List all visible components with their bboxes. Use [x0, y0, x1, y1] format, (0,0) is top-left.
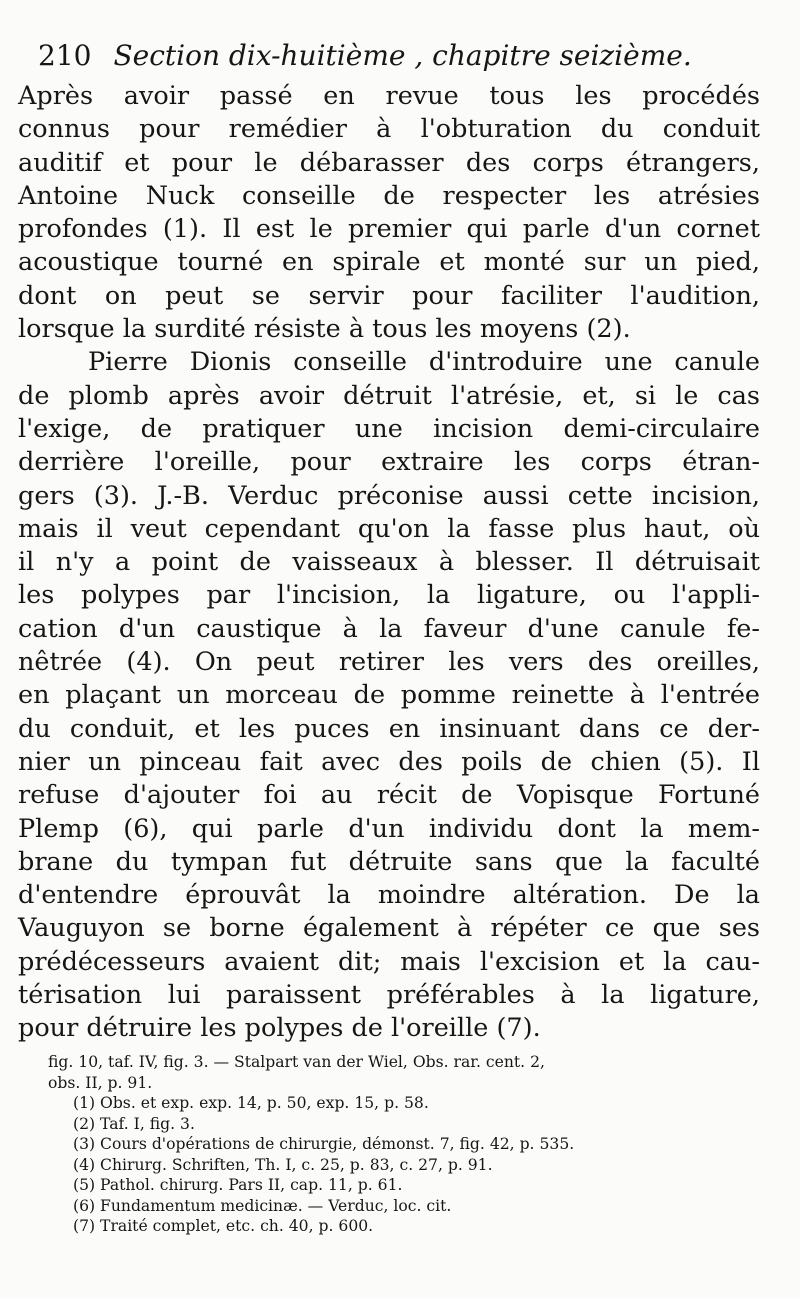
body-text	[18, 80, 760, 1046]
text-line: nier un pinceau fait avec des poils de chien (5). Il	[18, 746, 760, 777]
footnote-3: (3) Cours d'opérations de chirurgie, démonst. 7, fig. 42, p. 535.	[73, 1135, 575, 1153]
text-line: térisation lui paraissent préférables à la ligature,	[18, 980, 760, 1011]
text-line: gers (3). J.-B. Verduc préconise aussi cette incision,	[18, 480, 760, 511]
footnote-6: (6) Fundamentum medicinæ. — Verduc, loc. cit.	[73, 1196, 452, 1215]
text-line: en plaçant un morceau de pomme reinette à l'entrée	[18, 680, 760, 711]
text-line: Antoine Nuck conseille de respecter les atrésies	[18, 180, 760, 211]
footnote-5: (5) Pathol. chirurg. Pars II, cap. 11, p. 61.	[73, 1176, 403, 1194]
text-line: lorsque la surdité résiste à tous les moyens (2).	[18, 314, 631, 345]
footnote-continuation: obs. II, p. 91.	[48, 1073, 153, 1092]
text-line: Plemp (6), qui parle d'un individu dont la mem-	[18, 813, 760, 844]
text-line: prédécesseurs avaient dit; mais l'excision et la cau-	[18, 946, 760, 977]
text-line: acoustique tourné en spirale et monté sur un pied,	[18, 247, 760, 278]
footnote-continuation: fig. 10, taf. IV, fig. 3. — Stalpart van der Wiel, Obs. rar. cent. 2,	[48, 1053, 545, 1071]
text-line: derrière l'oreille, pour extraire les corps étran-	[18, 447, 760, 478]
text-line: pour détruire les polypes de l'oreille (7).	[18, 1013, 541, 1044]
text-line: profondes (1). Il est le premier qui parle d'un cornet	[18, 214, 760, 245]
page-number: 210	[38, 39, 92, 72]
text-line: refuse d'ajouter foi au récit de Vopisque Fortuné	[18, 780, 760, 811]
text-line: cation d'un caustique à la faveur d'une canule fe-	[18, 613, 760, 644]
footnotes	[48, 1052, 768, 1237]
text-line: auditif et pour le débarasser des corps étrangers,	[18, 147, 760, 178]
footnote-2: (2) Taf. I, fig. 3.	[73, 1114, 195, 1133]
text-line: brane du tympan fut détruite sans que la faculté	[18, 846, 760, 877]
text-line: dont on peut se servir pour faciliter l'audition,	[18, 280, 760, 311]
footnote-4: (4) Chirurg. Schriften, Th. I, c. 25, p. 83, c. 27, p. 91.	[73, 1155, 493, 1174]
text-line: connus pour remédier à l'obturation du conduit	[18, 114, 760, 145]
running-title: Section dix-huitième , chapitre seizième.	[113, 39, 692, 72]
text-line: mais il veut cependant qu'on la fasse plus haut, où	[18, 513, 760, 544]
text-line: du conduit, et les puces en insinuant dans ce der-	[18, 713, 760, 744]
footnote-7: (7) Traité complet, etc. ch. 40, p. 600.	[73, 1217, 374, 1235]
text-line: l'exige, de pratiquer une incision demi-circulaire	[18, 413, 760, 444]
text-line: Vauguyon se borne également à répéter ce que ses	[18, 913, 760, 944]
text-line: Après avoir passé en revue tous les procédés	[18, 81, 760, 111]
text-line: les polypes par l'incision, la ligature, ou l'appli-	[18, 580, 760, 611]
text-line: d'entendre éprouvât la moindre altération. De la	[18, 880, 760, 911]
text-line: il n'y a point de vaisseaux à blesser. Il détruisait	[18, 547, 760, 578]
footnote-1: (1) Obs. et exp. exp. 14, p. 50, exp. 15, p. 58.	[73, 1094, 429, 1112]
page-header	[38, 38, 758, 74]
text-line: de plomb après avoir détruit l'atrésie, et, si le cas	[18, 380, 760, 411]
paragraph-start-line: Pierre Dionis conseille d'introduire une canule	[88, 347, 760, 378]
text-line: nêtrée (4). On peut retirer les vers des oreilles,	[18, 647, 760, 678]
